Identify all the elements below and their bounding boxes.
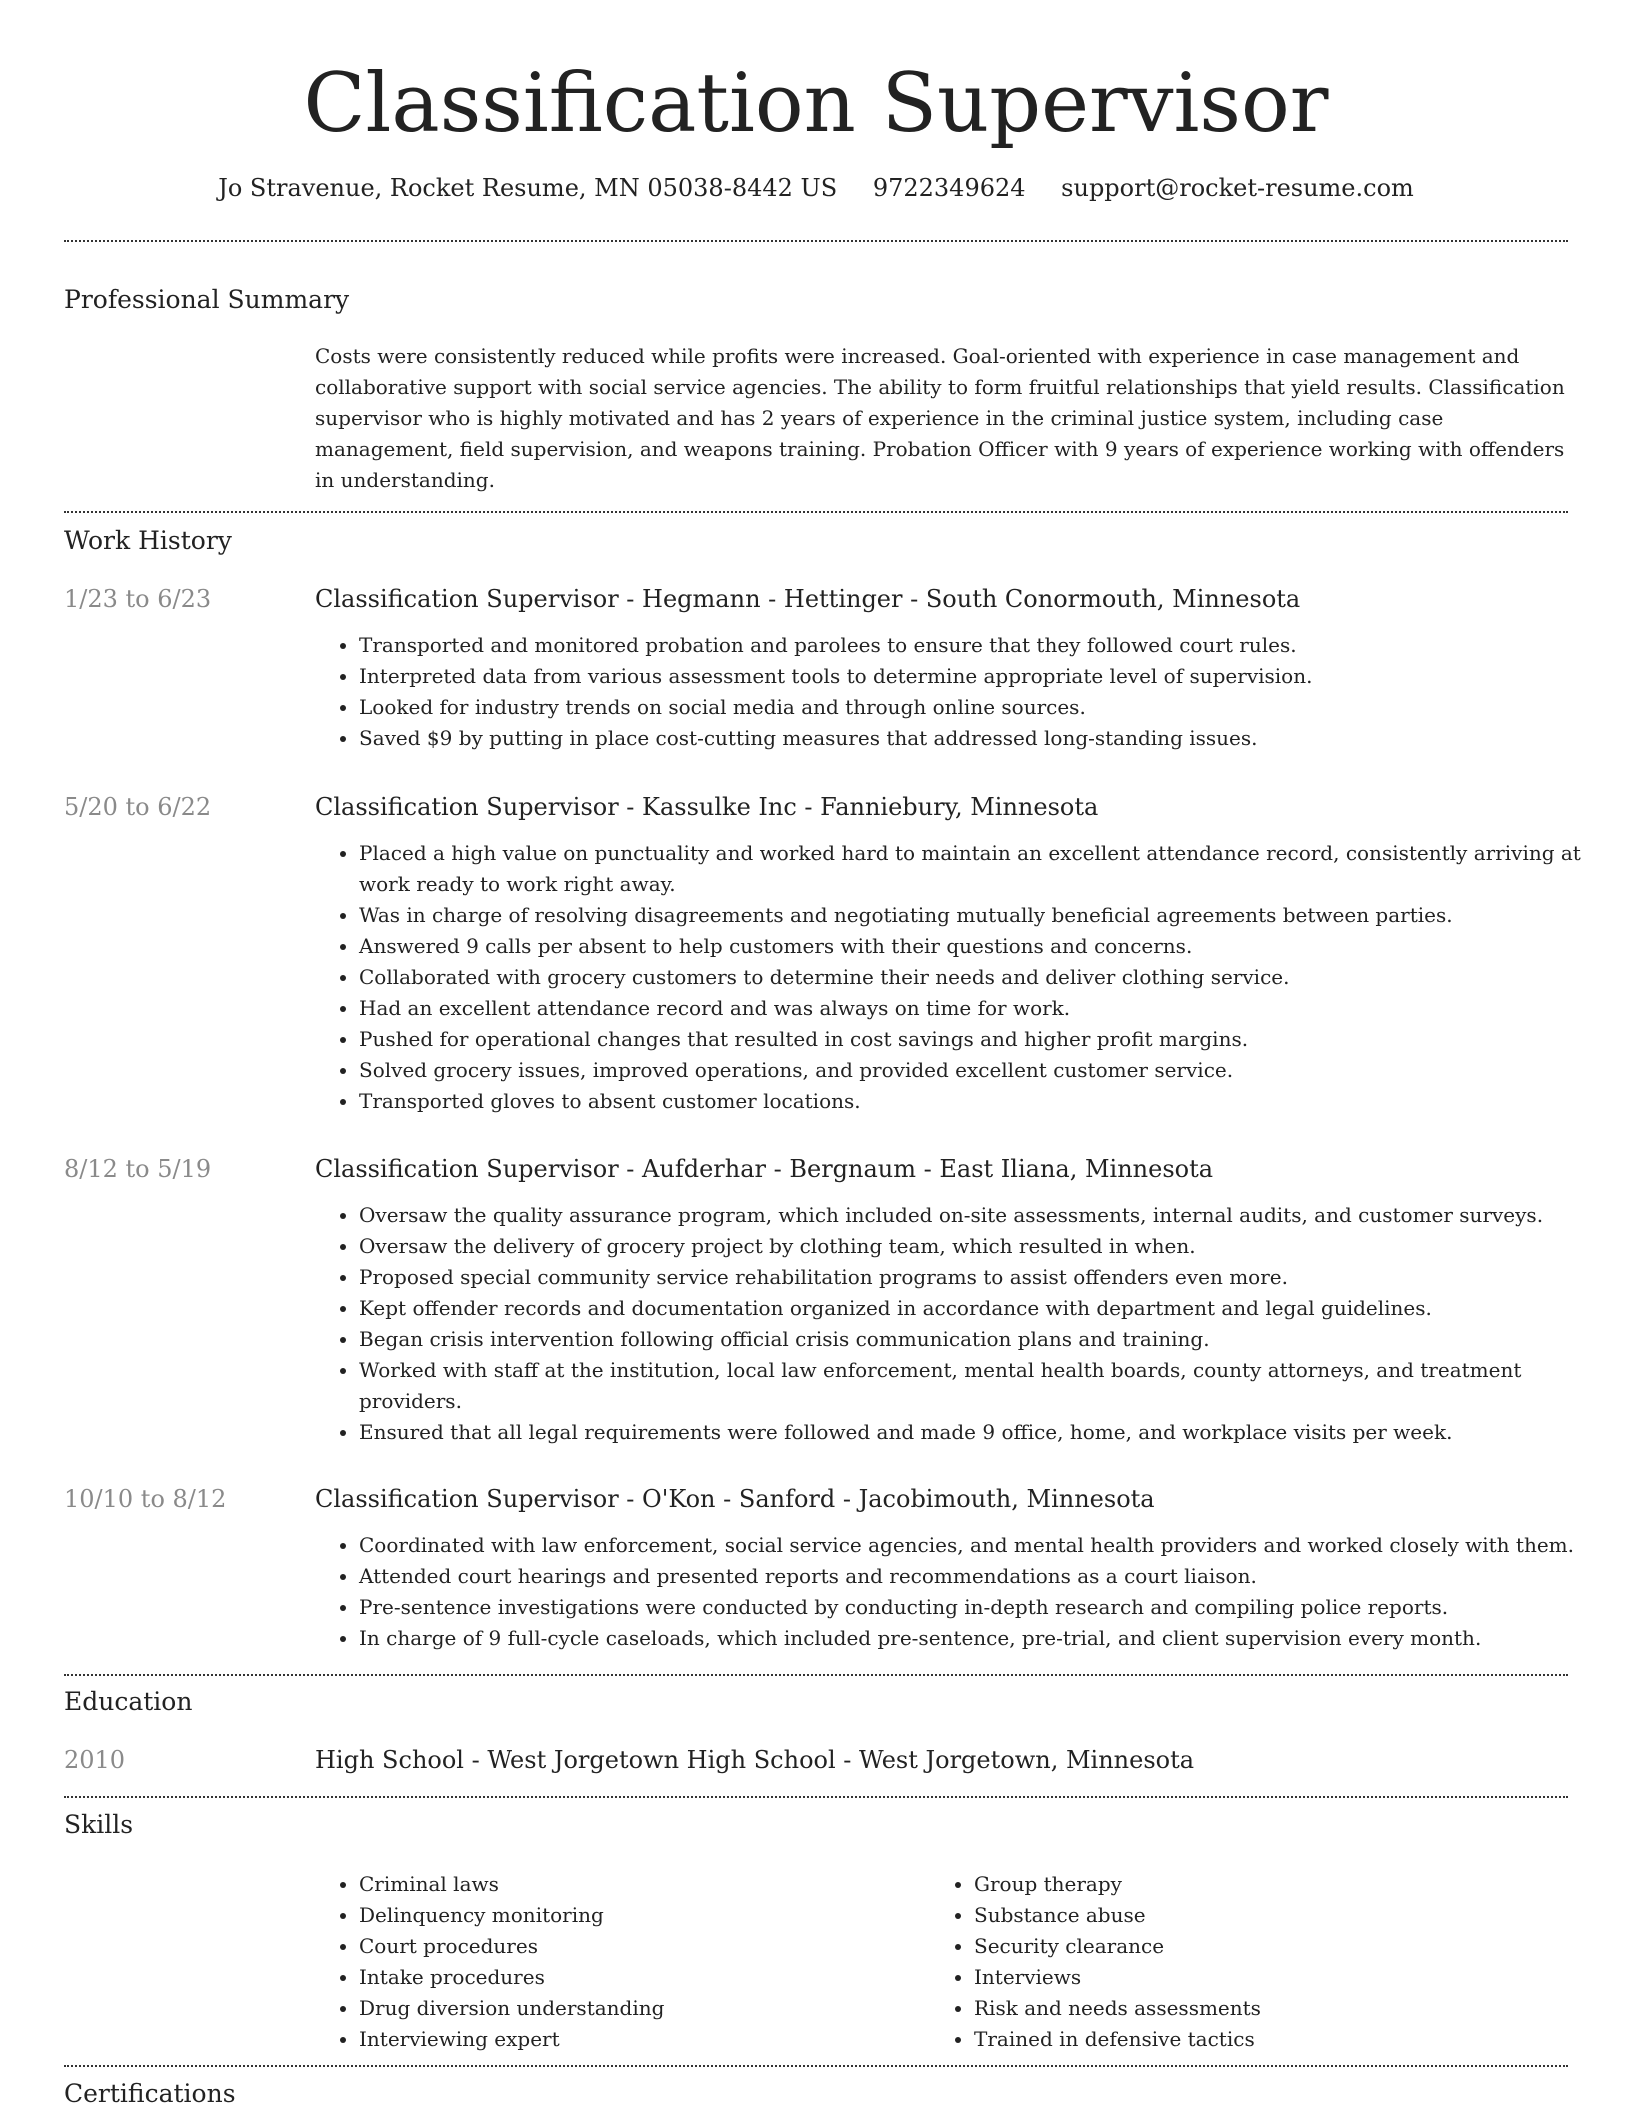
job-bullets	[315, 1530, 1617, 1654]
job-bullet: • Pushed for operational changes that resulted in cost savings and higher profit margins.	[359, 1024, 1617, 1055]
contact-phone: 9722349624	[872, 174, 1026, 202]
job-dates: 10/10 to 8/12	[64, 1485, 227, 1513]
job-title: Classification Supervisor - Hegmann - Hettinger - South Conormouth, Minnesota	[315, 585, 1301, 613]
skill-item: • Substance abuse	[974, 1900, 1261, 1931]
job-bullet: • Saved $9 by putting in place cost-cutting measures that addressed long-standing issues.	[359, 723, 1617, 754]
job-bullet: • Had an excellent attendance record and was always on time for work.	[359, 993, 1617, 1024]
education-school: High School - West Jorgetown High School - West Jorgetown, Minnesota	[315, 1746, 1195, 1774]
job-bullet: • Interpreted data from various assessment tools to determine appropriate level of supervision.	[359, 661, 1617, 692]
section-divider	[64, 511, 1568, 513]
skill-item: • Interviews	[974, 1962, 1261, 1993]
skill-item: • Court procedures	[359, 1931, 664, 1962]
job-bullet: • Kept offender records and documentation organized in accordance with department and legal guidelines.	[359, 1293, 1617, 1324]
skill-item: • Drug diversion understanding	[359, 1993, 664, 2024]
job-dates: 5/20 to 6/22	[64, 793, 212, 821]
job-bullets	[315, 838, 1617, 1117]
skill-item: • Risk and needs assessments	[974, 1993, 1261, 2024]
skill-item: • Criminal laws	[359, 1869, 664, 1900]
job-title: Classification Supervisor - Aufderhar - Bergnaum - East Iliana, Minnesota	[315, 1155, 1214, 1183]
skill-item: • Trained in defensive tactics	[974, 2024, 1261, 2055]
job-bullet: • Oversaw the quality assurance program, which included on-site assessments, internal audits, and customer surveys.	[359, 1200, 1617, 1231]
job-bullet: • In charge of 9 full-cycle caseloads, which included pre-sentence, pre-trial, and client supervision every month.	[359, 1623, 1617, 1654]
contact-address: Jo Stravenue, Rocket Resume, MN 05038-8442 US	[218, 174, 838, 202]
section-divider	[64, 240, 1568, 242]
contact-line	[0, 172, 1632, 204]
summary-heading: Professional Summary	[64, 285, 350, 314]
section-divider	[64, 1674, 1568, 1676]
job-bullet: • Ensured that all legal requirements were followed and made 9 office, home, and workplace visits per week.	[359, 1417, 1617, 1448]
section-divider	[64, 2065, 1568, 2067]
work-history-heading: Work History	[64, 526, 232, 555]
skill-item: • Delinquency monitoring	[359, 1900, 664, 1931]
job-bullet: • Began crisis intervention following official crisis communication plans and training.	[359, 1324, 1617, 1355]
skill-item: • Intake procedures	[359, 1962, 664, 1993]
education-heading: Education	[64, 1687, 193, 1716]
section-divider	[64, 1796, 1568, 1798]
job-dates: 1/23 to 6/23	[64, 585, 212, 613]
skill-item: • Interviewing expert	[359, 2024, 664, 2055]
job-bullet: • Collaborated with grocery customers to determine their needs and deliver clothing service.	[359, 962, 1617, 993]
job-bullet: • Pre-sentence investigations were conducted by conducting in-depth research and compiling police reports.	[359, 1592, 1617, 1623]
job-bullet: • Looked for industry trends on social media and through online sources.	[359, 692, 1617, 723]
skills-list-right	[930, 1869, 1261, 2055]
job-bullet: • Proposed special community service rehabilitation programs to assist offenders even more.	[359, 1262, 1617, 1293]
skills-list-left	[315, 1869, 664, 2055]
skill-item: • Group therapy	[974, 1869, 1261, 1900]
job-bullet: • Transported gloves to absent customer locations.	[359, 1086, 1617, 1117]
skills-heading: Skills	[64, 1810, 134, 1839]
job-bullet: • Placed a high value on punctuality and worked hard to maintain an excellent attendance record, consistently arriving at work ready to work right away.	[359, 838, 1617, 900]
job-title: Classification Supervisor - O'Kon - Sanford - Jacobimouth, Minnesota	[315, 1485, 1155, 1513]
certifications-heading: Certifications	[64, 2079, 236, 2108]
job-bullet: • Answered 9 calls per absent to help customers with their questions and concerns.	[359, 931, 1617, 962]
job-bullet: • Transported and monitored probation and parolees to ensure that they followed court rules.	[359, 630, 1617, 661]
job-dates: 8/12 to 5/19	[64, 1155, 212, 1183]
job-bullet: • Solved grocery issues, improved operations, and provided excellent customer service.	[359, 1055, 1617, 1086]
job-bullets	[315, 1200, 1617, 1448]
job-title: Classification Supervisor - Kassulke Inc - Fanniebury, Minnesota	[315, 793, 1099, 821]
job-bullet: • Coordinated with law enforcement, social service agencies, and mental health providers and worked closely with them.	[359, 1530, 1617, 1561]
contact-email: support@rocket-resume.com	[1061, 174, 1414, 202]
education-year: 2010	[64, 1746, 126, 1774]
skill-item: • Security clearance	[974, 1931, 1261, 1962]
resume-name: Classification Supervisor	[303, 57, 1329, 151]
job-bullet: • Oversaw the delivery of grocery project by clothing team, which resulted in when.	[359, 1231, 1617, 1262]
job-bullets	[315, 630, 1617, 754]
summary-text: Costs were consistently reduced while profits were increased. Goal-oriented with experience in case management and collaborative support with social service agencies. The ability to form fruitful relationships that yield results. Classification supervisor who is highly motivated and has 2 years of experience in the criminal justice system, including case management, field supervision, and weapons training. Probation Officer with 9 years of experience working with offenders in understanding.	[315, 344, 1565, 492]
job-bullet: • Worked with staff at the institution, local law enforcement, mental health boards, county attorneys, and treatment providers.	[359, 1355, 1617, 1417]
job-bullet: • Attended court hearings and presented reports and recommendations as a court liaison.	[359, 1561, 1617, 1592]
job-bullet: • Was in charge of resolving disagreements and negotiating mutually beneficial agreements between parties.	[359, 900, 1617, 931]
